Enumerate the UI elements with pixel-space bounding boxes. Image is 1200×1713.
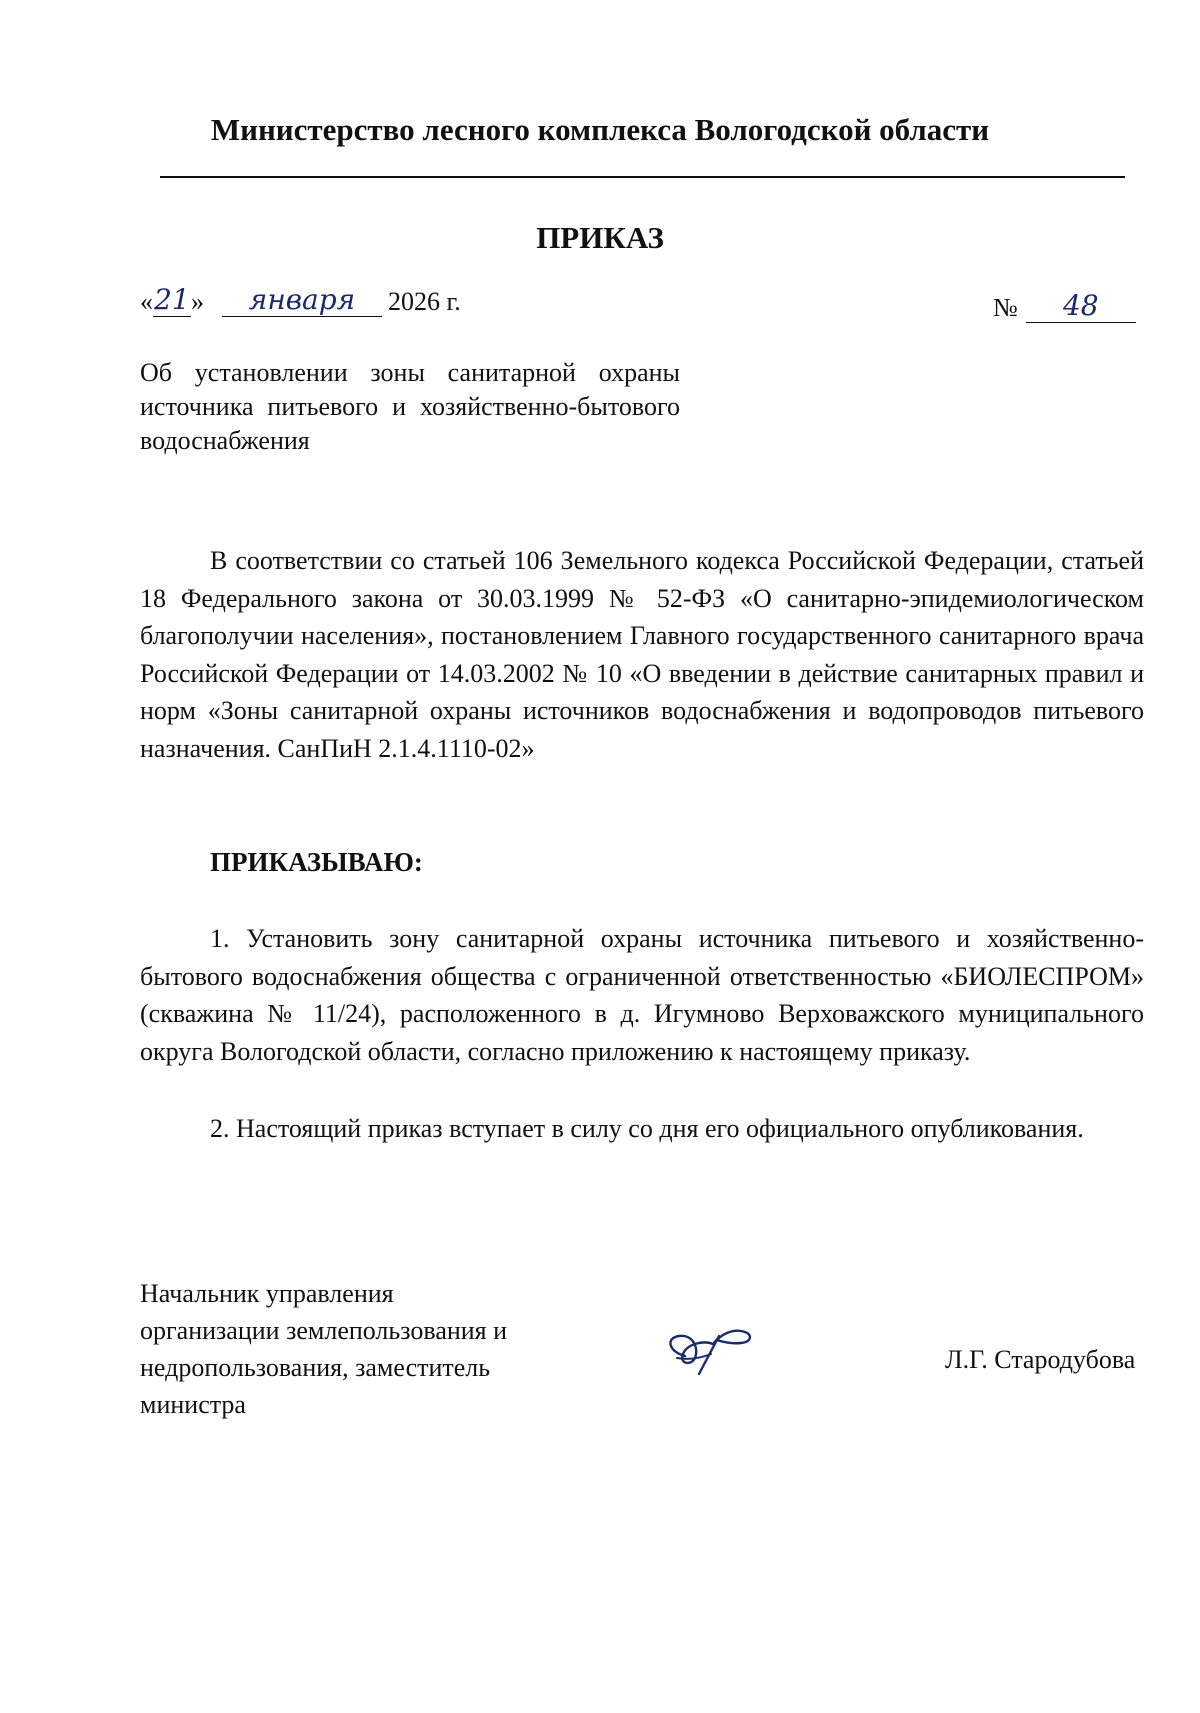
number-value-handwritten: 48 [1026, 290, 1136, 323]
signatory-title-line: недропользования, заместитель [140, 1353, 491, 1382]
signatory-title-line: организации землепользования и [140, 1316, 508, 1345]
header-divider [160, 176, 1125, 178]
date-month-handwritten: января [222, 284, 382, 317]
handwritten-signature-icon [655, 1318, 765, 1378]
date-open-quote: « [140, 287, 153, 316]
document-type: ПРИКАЗ [536, 220, 664, 255]
order-subject: Об установлении зоны санитарной охраны источника питьевого и хозяйственно-бытового водоснабжения [140, 358, 680, 455]
order-heading: ПРИКАЗЫВАЮ: [210, 847, 423, 877]
signatory-title [140, 1275, 600, 1423]
date-close-quote: » [191, 287, 204, 316]
date-day-handwritten: 21 [154, 283, 190, 316]
signatory-title-line: Начальник управления [140, 1279, 394, 1308]
order-item-2: 2. Настоящий приказ вступает в силу со дня его официального опубликования. [210, 1114, 1084, 1143]
signatory-title-line: министра [140, 1390, 246, 1419]
order-date [140, 284, 461, 317]
preamble-paragraph: В соответствии со статьей 106 Земельного кодекса Российской Федерации, статьей 18 Федерального закона от 30.03.1999 № 52-ФЗ «О санитарно-эпидемиологическом благополучии населения», постановлением Главного государственного санитарного врача Российской Федерации от 14.03.2002 № 10 «О введении в действие санитарных правил и норм «Зоны санитарной охраны источников водоснабжения и водопроводов питьевого назначения. СанПиН 2.1.4.1110-02» [140, 546, 1144, 763]
ministry-name: Министерство лесного комплекса Вологодской области [210, 112, 990, 147]
order-number [993, 290, 1136, 323]
number-label: № [993, 293, 1018, 322]
date-year: 2026 г. [388, 287, 461, 316]
order-item-1: 1. Установить зону санитарной охраны источника питьевого и хозяйственно-бытового водоснабжения общества с ограниченной ответственностью «БИОЛЕСПРОМ» (скважина № 11/24), расположенного в д. Игумново Верховажского муниципального округа Вологодской области, согласно приложению к настоящему приказу. [140, 924, 1144, 1066]
signatory-name: Л.Г. Стародубова [945, 1345, 1136, 1374]
